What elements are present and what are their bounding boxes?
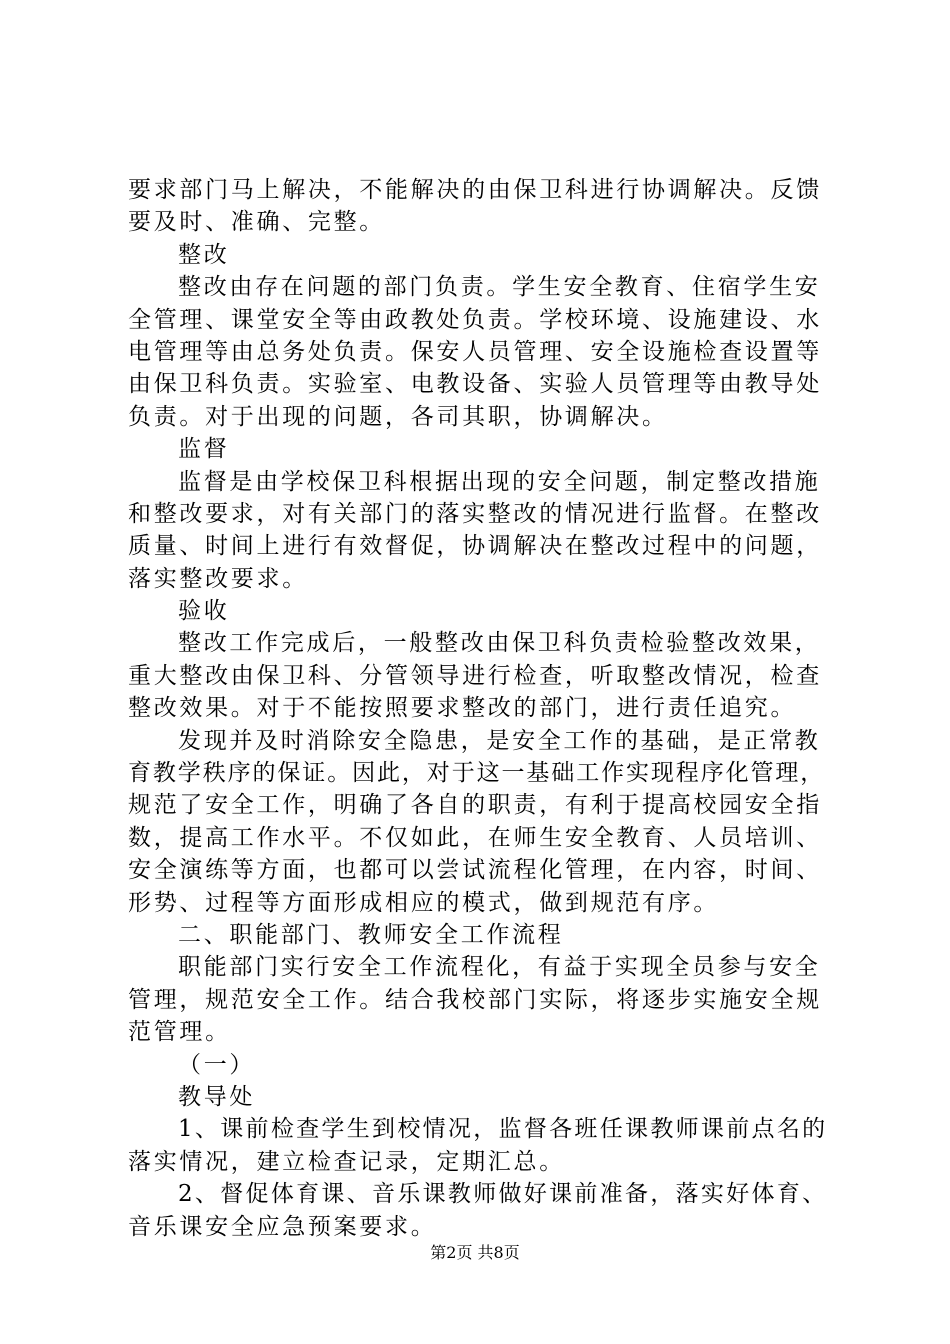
text-line: 规范了安全工作，明确了各自的职责，有利于提高校园安全指 xyxy=(128,792,822,819)
text-line: 整改工作完成后，一般整改由保卫科负责检验整改效果， xyxy=(178,630,821,657)
page-footer: 第2页 共8页 xyxy=(430,1243,520,1262)
text-line: 整改由存在问题的部门负责。学生安全教育、住宿学生安 xyxy=(178,274,821,301)
text-line: 重大整改由保卫科、分管领导进行检查，听取整改情况，检查 xyxy=(128,662,822,689)
text-line: 教导处 xyxy=(178,1083,256,1110)
text-line: 落实整改要求。 xyxy=(128,565,308,592)
text-line: 发现并及时消除安全隐患，是安全工作的基础，是正常教 xyxy=(178,727,821,754)
text-line: 质量、时间上进行有效督促，协调解决在整改过程中的问题， xyxy=(128,533,822,560)
text-line: 监督 xyxy=(178,436,230,463)
text-line: 由保卫科负责。实验室、电教设备、实验人员管理等由教导处 xyxy=(128,371,822,398)
text-line: 范管理。 xyxy=(128,1019,231,1046)
text-line: 整改 xyxy=(178,241,230,268)
text-line: 职能部门实行安全工作流程化，有益于实现全员参与安全 xyxy=(178,954,821,981)
text-line: 验收 xyxy=(178,598,230,625)
text-line: 落实情况，建立检查记录，定期汇总。 xyxy=(128,1148,565,1175)
text-line: 全管理、课堂安全等由政教处负责。学校环境、设施建设、水 xyxy=(128,306,822,333)
text-line: 2、督促体育课、音乐课教师做好课前准备，落实好体育、 xyxy=(178,1181,828,1208)
text-line: 安全演练等方面，也都可以尝试流程化管理，在内容，时间、 xyxy=(128,857,822,884)
text-line: 整改效果。对于不能按照要求整改的部门，进行责任追究。 xyxy=(128,695,797,722)
text-line: 电管理等由总务处负责。保安人员管理、安全设施检查设置等 xyxy=(128,338,822,365)
text-line: 形势、过程等方面形成相应的模式，做到规范有序。 xyxy=(128,889,720,916)
text-line: 要求部门马上解决，不能解决的由保卫科进行协调解决。反馈 xyxy=(128,177,822,203)
text-line: 音乐课安全应急预案要求。 xyxy=(128,1213,437,1240)
text-line: 要及时、准确、完整。 xyxy=(128,209,385,236)
text-line: 育教学秩序的保证。因此，对于这一基础工作实现程序化管理， xyxy=(128,760,826,787)
text-line: 和整改要求，对有关部门的落实整改的情况进行监督。在整改 xyxy=(128,500,822,527)
text-line: （一） xyxy=(178,1051,256,1078)
text-line: 数，提高工作水平。不仅如此，在师生安全教育、人员培训、 xyxy=(128,824,822,851)
text-line: 监督是由学校保卫科根据出现的安全问题，制定整改措施 xyxy=(178,468,821,495)
text-line: 1、课前检查学生到校情况，监督各班任课教师课前点名的 xyxy=(178,1116,828,1143)
text-line: 负责。对于出现的问题，各司其职，协调解决。 xyxy=(128,403,668,430)
text-line: 二、职能部门、教师安全工作流程 xyxy=(178,921,564,948)
document-body xyxy=(128,174,828,1243)
text-line: 管理，规范安全工作。结合我校部门实际，将逐步实施安全规 xyxy=(128,986,822,1013)
